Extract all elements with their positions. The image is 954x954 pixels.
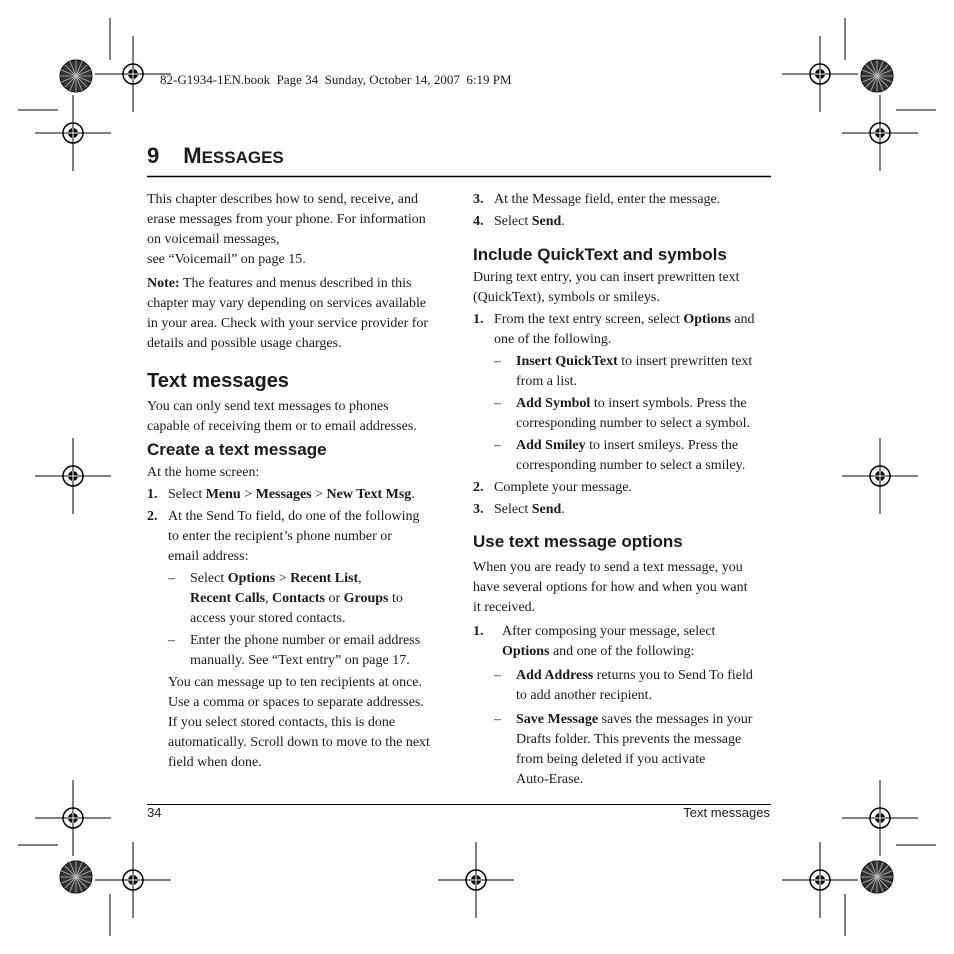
left-column xyxy=(147,190,447,354)
text-line: from a list. xyxy=(516,374,578,389)
options-section xyxy=(473,558,773,790)
option-insert-quicktext xyxy=(494,352,773,392)
text-line: from being deleted if you activate xyxy=(516,752,706,767)
text-line: manually. See “Text entry” on page 17. xyxy=(190,653,410,668)
dash-bullet: – xyxy=(168,571,175,586)
text-run: to insert prewritten text xyxy=(617,354,753,369)
menu-term: Recent List xyxy=(290,571,359,586)
text-run: Select xyxy=(168,487,206,502)
note-paragraph xyxy=(147,274,447,354)
quicktext-step-1 xyxy=(473,310,773,476)
text-line: one of the following. xyxy=(494,332,612,347)
text-line: Auto-Erase. xyxy=(516,772,584,787)
text-run: > xyxy=(240,487,256,502)
menu-term: Add Smiley xyxy=(516,438,586,453)
menu-term: Save Message xyxy=(516,712,599,727)
text-run: . xyxy=(561,502,565,517)
print-header: 82-G1934-1EN.book Page 34 Sunday, October 14, 2007 6:19 PM xyxy=(160,72,512,87)
text-run: , xyxy=(358,571,362,586)
option-add-address xyxy=(473,666,773,706)
subheading-create: Create a text message xyxy=(147,440,327,459)
text-run: > xyxy=(275,571,291,586)
step-number: 2. xyxy=(147,509,158,524)
text-line: it received. xyxy=(473,600,536,615)
section-intro xyxy=(147,397,447,437)
step-3 xyxy=(473,190,773,210)
text-run: to insert symbols. Press the xyxy=(590,396,747,411)
step-number: 3. xyxy=(473,502,484,517)
dash-bullet: – xyxy=(494,354,501,369)
text-run: and xyxy=(730,312,755,327)
menu-term: Send xyxy=(531,502,562,517)
text-run: Select xyxy=(190,571,228,586)
text-line: During text entry, you can insert prewritten text xyxy=(473,270,740,285)
quicktext-step-2 xyxy=(473,478,773,498)
step-number: 4. xyxy=(473,214,484,229)
text-line: corresponding number to select a symbol. xyxy=(516,416,751,431)
text-line: email address: xyxy=(168,549,249,564)
quicktext-step-3 xyxy=(473,500,773,520)
step-2 xyxy=(147,507,447,773)
text-line: have several options for how and when you want xyxy=(473,580,748,595)
text-line: chapter may vary depending on services available xyxy=(147,296,427,311)
text-run: . xyxy=(561,214,565,229)
menu-term: Add Symbol xyxy=(516,396,591,411)
text-line: The features and menus described in this xyxy=(179,276,412,291)
note-label: Note: xyxy=(147,276,180,291)
dash-bullet: – xyxy=(494,712,501,727)
text-line: to enter the recipient’s phone number or xyxy=(168,529,392,544)
text-line: access your stored contacts. xyxy=(190,611,346,626)
text-run: to xyxy=(388,591,403,606)
text-line: You can message up to ten recipients at once. xyxy=(168,675,423,690)
text-line: Drafts folder. This prevents the message xyxy=(516,732,742,747)
options-step-1 xyxy=(473,622,773,662)
text-line: Use a comma or spaces to separate addresses. xyxy=(168,695,424,710)
text-line: This chapter describes how to send, receive, and xyxy=(147,192,418,207)
subheading-options: Use text message options xyxy=(473,532,683,551)
text-line: After composing your message, select xyxy=(502,624,716,639)
step-number: 1. xyxy=(473,624,484,639)
text-line: You can only send text messages to phones xyxy=(147,399,389,414)
text-line: At the Message field, enter the message. xyxy=(494,192,721,207)
menu-term: Options xyxy=(683,312,731,327)
text-run: or xyxy=(324,591,344,606)
chapter-title-initial: M xyxy=(183,143,202,168)
menu-term: Messages xyxy=(255,487,312,502)
text-line: in your area. Check with your service provider for xyxy=(147,316,429,331)
option-add-symbol xyxy=(494,394,773,434)
menu-term: Send xyxy=(531,214,562,229)
text-line: corresponding number to select a smiley. xyxy=(516,458,746,473)
text-run: Select xyxy=(494,214,532,229)
text-run: returns you to Send To field xyxy=(593,668,753,683)
menu-term: Recent Calls xyxy=(190,591,266,606)
option-manual xyxy=(168,631,447,671)
text-run: > xyxy=(311,487,327,502)
step-number: 2. xyxy=(473,480,484,495)
text-line: At the home screen: xyxy=(147,465,260,480)
text-run: From the text entry screen, select xyxy=(494,312,684,327)
menu-term: Insert QuickText xyxy=(516,354,618,369)
text-line: When you are ready to send a text message, you xyxy=(473,560,743,575)
create-steps xyxy=(147,463,447,773)
menu-term: Options xyxy=(227,571,276,586)
page-number: 34 xyxy=(147,805,162,820)
option-contacts xyxy=(168,569,447,629)
text-run: . xyxy=(411,487,415,502)
dash-bullet: – xyxy=(168,633,175,648)
menu-term: Add Address xyxy=(516,668,594,683)
text-line: on voicemail messages, xyxy=(147,232,280,247)
text-run: to insert smileys. Press the xyxy=(585,438,739,453)
menu-term: New Text Msg xyxy=(326,487,412,502)
quicktext-section xyxy=(473,268,773,520)
text-run: and one of the following: xyxy=(549,644,695,659)
text-line: (QuickText), symbols or smileys. xyxy=(473,290,660,305)
right-column-steps xyxy=(473,190,773,232)
text-line: to add another recipient. xyxy=(516,688,653,703)
chapter-title-rest: ESSAGES xyxy=(201,148,284,167)
text-line: details and possible usage charges. xyxy=(147,336,342,351)
menu-term: Menu xyxy=(205,487,241,502)
text-line: erase messages from your phone. For information xyxy=(147,212,426,227)
text-run: saves the messages in your xyxy=(598,712,753,727)
step-number: 1. xyxy=(473,312,484,327)
text-line: see “Voicemail” on page 15. xyxy=(147,252,306,267)
text-line: Complete your message. xyxy=(494,480,633,495)
subheading-quicktext: Include QuickText and symbols xyxy=(473,245,727,264)
text-line: automatically. Scroll down to move to the next xyxy=(168,735,430,750)
section-title-text-messages: Text messages xyxy=(147,370,289,392)
option-save-message xyxy=(473,710,773,790)
text-line: capable of receiving them or to email addresses. xyxy=(147,419,417,434)
chapter-number: 9 xyxy=(147,143,160,168)
dash-bullet: – xyxy=(494,668,501,683)
step-4 xyxy=(473,212,773,232)
menu-term: Options xyxy=(502,644,550,659)
chapter-heading xyxy=(147,142,284,172)
dash-bullet: – xyxy=(494,396,501,411)
text-run: , xyxy=(265,591,273,606)
intro-paragraph xyxy=(147,190,447,270)
dash-bullet: – xyxy=(494,438,501,453)
menu-term: Contacts xyxy=(272,591,325,606)
text-run: Select xyxy=(494,502,532,517)
menu-term: Groups xyxy=(343,591,389,606)
text-line: Enter the phone number or email address xyxy=(190,633,421,648)
step-number: 3. xyxy=(473,192,484,207)
text-line: field when done. xyxy=(168,755,262,770)
footer-section-title: Text messages xyxy=(683,805,770,820)
step-1 xyxy=(147,485,447,505)
step-number: 1. xyxy=(147,487,158,502)
recipients-paragraph xyxy=(168,673,447,773)
text-line: At the Send To field, do one of the following xyxy=(168,509,420,524)
text-line: If you select stored contacts, this is done xyxy=(168,715,396,730)
option-add-smiley xyxy=(494,436,773,476)
